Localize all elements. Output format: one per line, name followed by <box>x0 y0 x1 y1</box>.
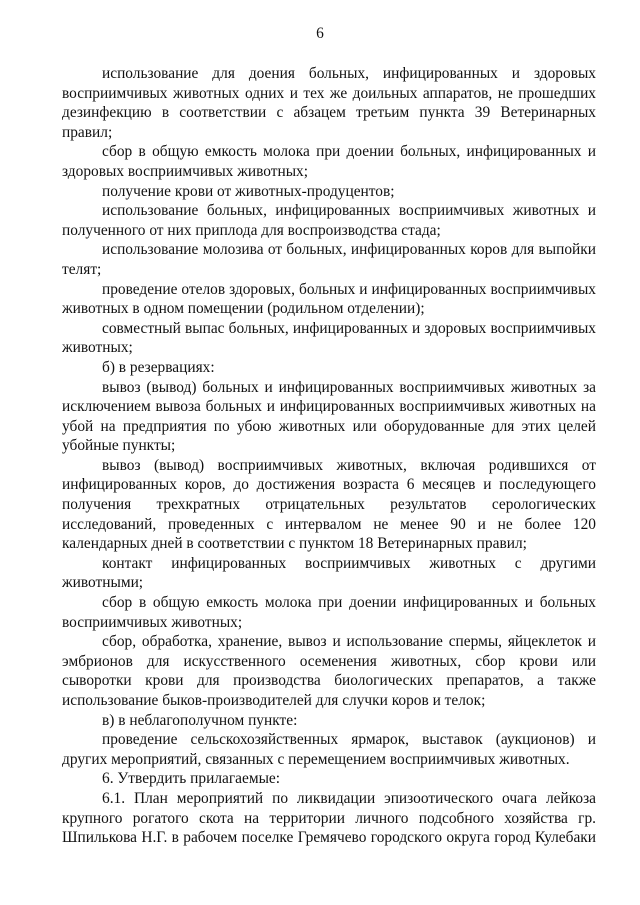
paragraph: контакт инфицированных восприимчивых животных с другими животными; <box>62 554 596 592</box>
paragraph: вывоз (вывод) восприимчивых животных, включая родившихся от инфицированных коров, до достижения возраста 6 месяцев и последующего получения трехкратных отрицательных результатов серологических исследований, проведенных с интервалом не менее 90 и не более 120 календарных дней в соответствии с пунктом 18 Ветеринарных правил; <box>62 456 596 553</box>
paragraph: вывоз (вывод) больных и инфицированных восприимчивых животных за исключением вывоза больных и инфицированных восприимчивых животных на убой на предприятия по убою животных или оборудованные для этих целей убойные пункты; <box>62 378 596 455</box>
paragraph: сбор, обработка, хранение, вывоз и использование спермы, яйцеклеток и эмбрионов для искусственного осеменения животных, сбор крови или сыворотки крови для производства биологических препаратов, а также использование быков-производителей для случки коров и телок; <box>62 633 596 709</box>
paragraph: проведение сельскохозяйственных ярмарок, выставок (аукционов) и других мероприятий, связанных с перемещением восприимчивых животных. <box>62 731 596 768</box>
page-number: 6 <box>316 25 324 42</box>
paragraph-heading: в) в неблагополучном пункте: <box>102 711 298 729</box>
paragraph: использование молозива от больных, инфицированных коров для выпойки телят; <box>62 241 596 278</box>
paragraph: использование для доения больных, инфицированных и здоровых восприимчивых животных одних и тех же доильных аппаратов, не прошедших дезинфекцию в соответствии с абзацем третьим пункта 39 Ветеринарных правил; <box>62 65 596 141</box>
paragraph: сбор в общую емкость молока при доении инфицированных и больных восприимчивых животных; <box>62 594 596 631</box>
paragraph-heading: б) в резервациях: <box>102 358 215 376</box>
paragraph: 6.1. План мероприятий по ликвидации эпизоотического очага лейкоза крупного рогатого скота на территории личного подсобного хозяйства гр. Шпилькова Н.Г. в рабочем поселке Гремячево городского округа город Кулебаки <box>62 789 596 847</box>
paragraph: получение крови от животных-продуцентов; <box>102 182 395 200</box>
paragraph: сбор в общую емкость молока при доении больных, инфицированных и здоровых восприимчивых животных; <box>62 143 596 180</box>
paragraph: совместный выпас больных, инфицированных и здоровых восприимчивых животных; <box>62 319 596 357</box>
document-body <box>62 64 596 848</box>
paragraph-heading: 6. Утвердить прилагаемые: <box>102 770 281 788</box>
paragraph: проведение отелов здоровых, больных и инфицированных восприимчивых животных в одном помещении (родильном отделении); <box>62 280 596 318</box>
paragraph: использование больных, инфицированных восприимчивых животных и полученного от них приплода для воспроизводства стада; <box>62 202 596 239</box>
